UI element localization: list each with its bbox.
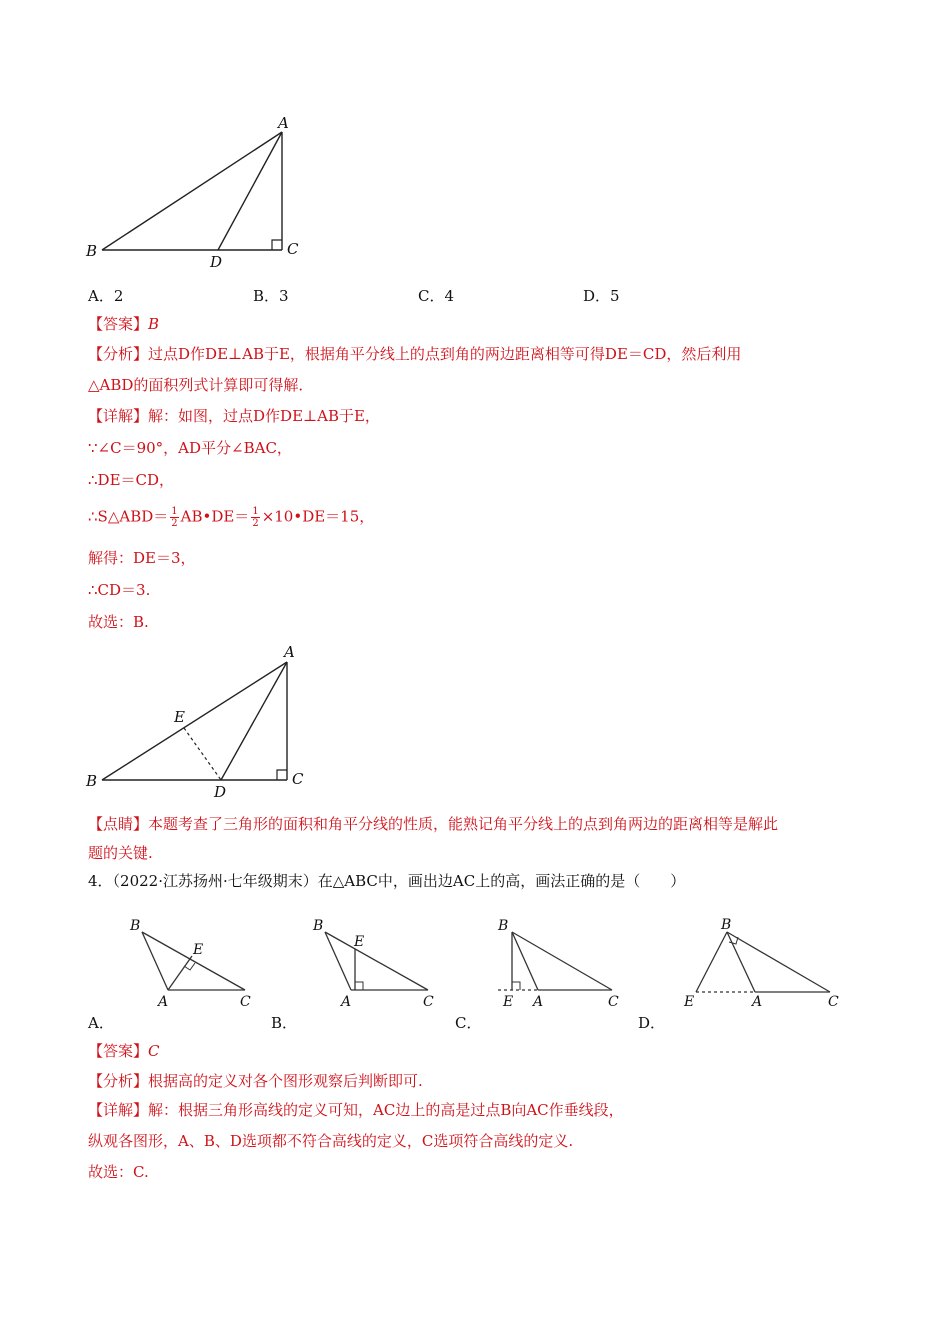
label-a: A [284,643,295,661]
q4-figure-c [490,910,640,1010]
option-b: B．3 [253,287,289,305]
q4-option-b-label: B． [271,1014,298,1032]
label-c: C [608,994,619,1010]
label-b: B [130,918,141,934]
label-a: A [533,994,544,1010]
q4-option-a-label: A． [88,1014,114,1032]
q4-option-c-label: C． [455,1014,482,1032]
q4-answer: 【答案】C [88,1042,160,1060]
figure-triangle-perpendicular-de [80,640,320,805]
q3-answer: 【答案】B [88,315,160,333]
q4-detail: 【详解】解：根据三角形高线的定义可知，AC边上的高是过点B向AC作垂线段， [88,1101,624,1119]
option-d: D．5 [583,287,620,305]
label-e: E [174,708,185,726]
figure-triangle-abc-bisector [80,110,320,275]
q4-stem: 4．（2022·江苏扬州·七年级期末）在△ABC中，画出边AC上的高，画法正确的是（ ） [88,872,686,890]
q3-comment: 【点睛】本题考查了三角形的面积和角平分线的性质，能熟记角平分线上的点到角两边的距离相等是解此 [88,815,779,833]
label-d: D [214,783,227,801]
label-b: B [721,917,732,933]
label-c: C [423,994,434,1010]
q4-figure-b [303,910,453,1010]
q4-detail-choice: 故选：C. [88,1163,149,1181]
option-c: C．4 [418,287,455,305]
label-b: B [498,918,509,934]
q3-comment-cont: 题的关键. [88,844,153,862]
label-e: E [503,994,514,1010]
q3-detail: 【详解】解：如图，过点D作DE⊥AB于E， [88,407,380,425]
fraction-half-2: $\frac{1}{2}$ [252,506,259,529]
q4-detail-cont: 纵观各图形，A、B、D选项都不符合高线的定义，C选项符合高线的定义. [88,1132,574,1150]
q3-detail-choice: 故选：B. [88,613,149,631]
fraction-half: $\frac{1}{2}$ [171,506,178,529]
label-a: A [341,994,352,1010]
label-d: D [210,253,223,271]
label-c: C [287,240,299,258]
q3-detail-area: ∴S△ABD＝ $\frac{1}{2}$ AB•DE＝ $\frac{1}{2}$ ×10•DE＝15， [88,506,375,529]
label-b: B [86,772,98,790]
q3-analysis: 【分析】过点D作DE⊥AB于E，根据角平分线上的点到角的两边距离相等可得DE＝CD，然后利用 [88,345,742,363]
label-e: E [354,934,365,950]
q3-detail-solve: 解得：DE＝3， [88,549,196,567]
q3-detail-result: ∴CD＝3. [88,581,151,599]
q4-figure-a [120,910,270,1010]
label-a: A [278,114,289,132]
q3-detail-given: ∵∠C＝90°，AD平分∠BAC， [88,439,292,457]
label-c: C [292,770,304,788]
label-c: C [240,994,251,1010]
label-b: B [86,242,98,260]
q4-figure-d [680,910,845,1010]
q4-option-d-label: D． [638,1014,666,1032]
q3-analysis-cont: △ABD的面积列式计算即可得解． [88,376,314,394]
label-b: B [313,918,324,934]
label-a: A [752,994,763,1010]
label-c: C [828,994,839,1010]
label-a: A [158,994,169,1010]
label-e: E [684,994,695,1010]
q4-analysis: 【分析】根据高的定义对各个图形观察后判断即可. [88,1072,423,1090]
q3-detail-equal: ∴DE＝CD， [88,471,175,489]
option-a: A．2 [88,287,124,305]
label-e: E [193,942,204,958]
